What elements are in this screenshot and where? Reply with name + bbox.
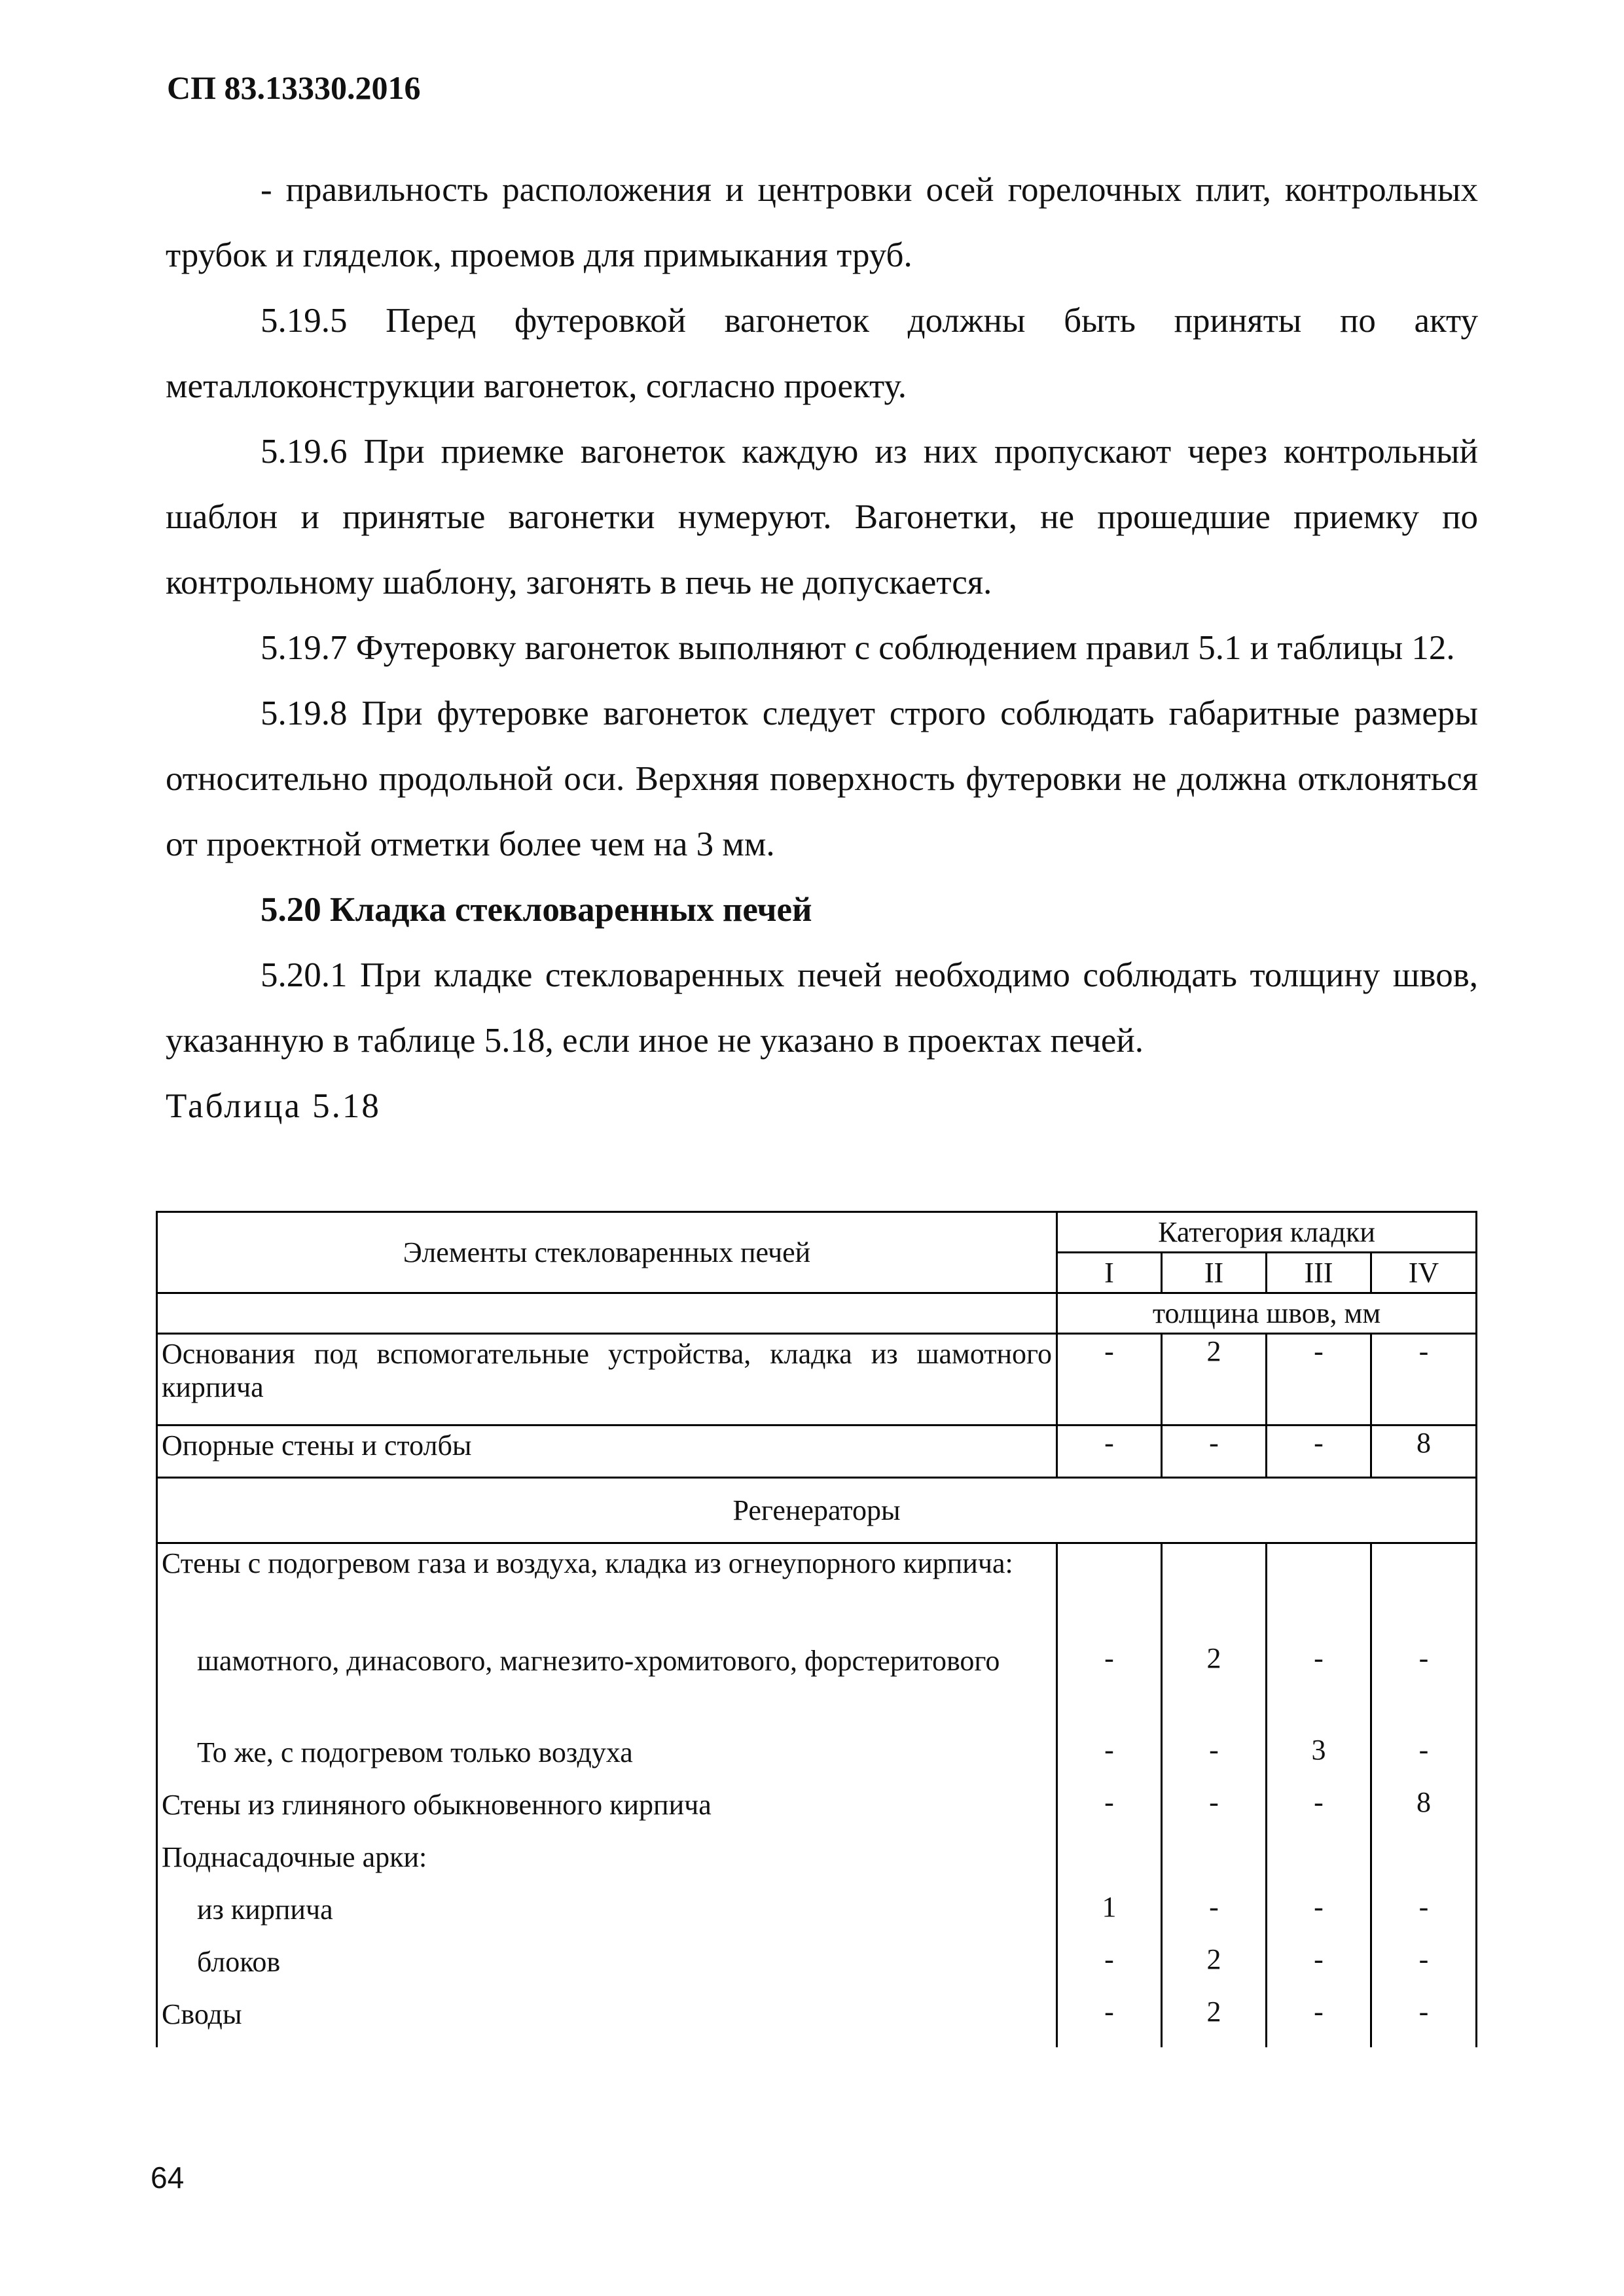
table-cell: - [1267, 1785, 1371, 1838]
table-5-18 [156, 1211, 1475, 2058]
category-header: II [1162, 1253, 1267, 1293]
table-cell: 2 [1162, 1995, 1267, 2047]
table-cell: 2 [1162, 1334, 1267, 1426]
category-header: I [1057, 1253, 1162, 1293]
table-cell: - [1371, 1890, 1477, 1943]
table-row-label: блоков [157, 1943, 1057, 1995]
unit-row: толщина швов, мм [1057, 1293, 1477, 1334]
table-row-label: Основания под вспомогательные устройства, кладка из шамотного кирпича [157, 1334, 1057, 1426]
table-row-label: Опорные стены и столбы [157, 1426, 1057, 1478]
table-cell: - [1057, 1334, 1162, 1426]
table-row-label: Стены с подогревом газа и воздуха, кладка из огнеупорного кирпича: [157, 1543, 1057, 1641]
paragraph: 5.19.8 При футеровке вагонеток следует строго соблюдать габаритные размеры относительно продольной оси. Верхняя поверхность футеровки не должна отклоняться от проектной отметки более чем на 3 мм. [166, 694, 1478, 863]
table-cell [1267, 1543, 1371, 1641]
table-cell: - [1057, 1785, 1162, 1838]
table-cell: - [1162, 1785, 1267, 1838]
table-cell: - [1162, 1733, 1267, 1785]
table-subheader: Регенераторы [157, 1478, 1477, 1543]
document-code-header: СП 83.13330.2016 [167, 69, 421, 106]
table-cell: - [1267, 1995, 1371, 2047]
table-cell: - [1057, 1641, 1162, 1733]
table-cell: - [1371, 1943, 1477, 1995]
table-caption: Таблица 5.18 [166, 1087, 381, 1125]
table-row-label: из кирпича [157, 1890, 1057, 1943]
table-cell: - [1162, 1890, 1267, 1943]
seams-table [156, 1211, 1477, 2047]
category-header: IV [1371, 1253, 1477, 1293]
table-row-label: Своды [157, 1995, 1057, 2047]
paragraph: 5.19.7 Футеровку вагонеток выполняют с соблюдением правил 5.1 и таблицы 12. [261, 629, 1455, 667]
table-row-label: То же, с подогревом только воздуха [157, 1733, 1057, 1785]
table-cell [1162, 1838, 1267, 1890]
table-cell-empty [157, 1293, 1057, 1334]
table-cell: 1 [1057, 1890, 1162, 1943]
table-cell: 2 [1162, 1641, 1267, 1733]
table-cell: - [1057, 1995, 1162, 2047]
table-cell: - [1057, 1426, 1162, 1478]
table-cell: 8 [1371, 1785, 1477, 1838]
table-cell: - [1057, 1943, 1162, 1995]
table-cell [1267, 1838, 1371, 1890]
table-cell [1162, 1543, 1267, 1641]
table-cell: - [1371, 1641, 1477, 1733]
table-row-label: Поднасадочные арки: [157, 1838, 1057, 1890]
table-cell: 2 [1162, 1943, 1267, 1995]
table-row-label: шамотного, динасового, магнезито-хромитового, форстеритового [157, 1641, 1057, 1733]
body-text [166, 157, 1478, 1139]
paragraph: 5.20.1 При кладке стекловаренных печей необходимо соблюдать толщину швов, указанную в таблице 5.18, если иное не указано в проектах печей. [166, 956, 1478, 1060]
table-cell: - [1057, 1733, 1162, 1785]
column-header-category: Категория кладки [1057, 1212, 1477, 1253]
table-cell: - [1371, 1733, 1477, 1785]
column-header-elements: Элементы стекловаренных печей [157, 1212, 1057, 1293]
table-row-label: Стены из глиняного обыкновенного кирпича [157, 1785, 1057, 1838]
table-cell [1371, 1838, 1477, 1890]
table-cell [1057, 1838, 1162, 1890]
table-cell: - [1162, 1426, 1267, 1478]
paragraph: 5.19.5 Перед футеровкой вагонеток должны быть приняты по акту металлоконструкции вагонеток, согласно проекту. [166, 302, 1478, 405]
table-cell: - [1371, 1995, 1477, 2047]
category-header: III [1267, 1253, 1371, 1293]
paragraph: - правильность расположения и центровки осей горелочных плит, контрольных трубок и гляделок, проемов для примыкания труб. [166, 171, 1478, 274]
paragraph: 5.19.6 При приемке вагонеток каждую из них пропускают через контрольный шаблон и принятые вагонетки нумеруют. Вагонетки, не прошедшие приемку по контрольному шаблону, загонять в печь не допускается. [166, 433, 1478, 601]
table-cell: 3 [1267, 1733, 1371, 1785]
table-cell: - [1267, 1334, 1371, 1426]
page-number: 64 [151, 2161, 185, 2195]
table-cell: - [1267, 1943, 1371, 1995]
table-cell [1057, 1543, 1162, 1641]
table-cell: - [1267, 1890, 1371, 1943]
table-cell: - [1371, 1334, 1477, 1426]
section-title: 5.20 Кладка стекловаренных печей [261, 891, 812, 929]
table-cell [1371, 1543, 1477, 1641]
table-cell: - [1267, 1641, 1371, 1733]
table-cell: 8 [1371, 1426, 1477, 1478]
table-cell: - [1267, 1426, 1371, 1478]
